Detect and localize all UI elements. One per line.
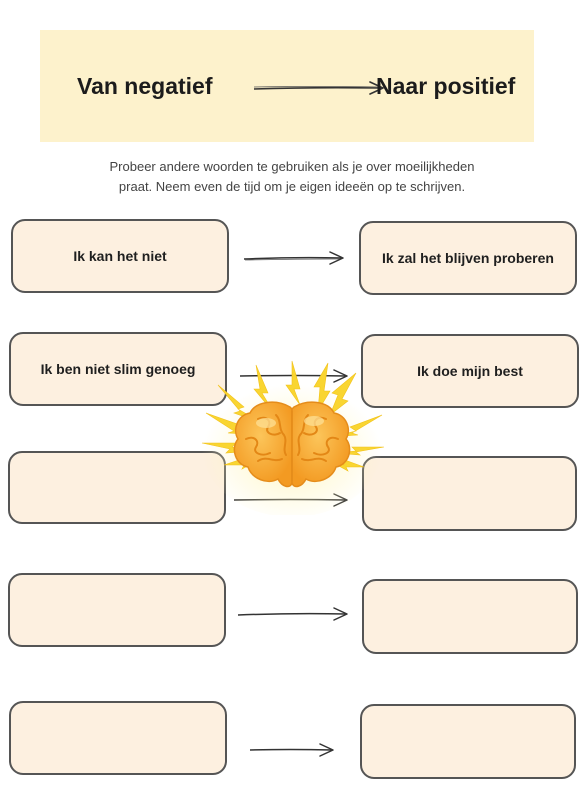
instructions-line-2: praat. Neem even de tijd om je eigen ideeën op te schrijven. — [118, 179, 466, 194]
positive-box-1: Ik zal het blijven proberen — [359, 221, 577, 295]
right-arrow-icon — [248, 742, 336, 758]
title-positive: Naar positief — [376, 73, 516, 99]
instructions-text — [62, 157, 522, 197]
negative-box-5[interactable] — [9, 701, 227, 775]
positive-box-5[interactable] — [360, 704, 576, 779]
negative-box-3[interactable] — [8, 451, 226, 524]
right-arrow-icon — [252, 80, 386, 96]
positive-box-4[interactable] — [362, 579, 578, 654]
title-banner — [40, 30, 534, 142]
negative-box-2: Ik ben niet slim genoeg — [9, 332, 227, 406]
right-arrow-icon — [236, 606, 350, 622]
positive-box-3[interactable] — [362, 456, 577, 531]
instructions-line-1: Probeer andere woorden te gebruiken als je over moeilijkheden — [109, 159, 475, 174]
title-negative: Van negatief — [77, 73, 213, 99]
negative-box-4[interactable] — [8, 573, 226, 647]
right-arrow-icon — [242, 250, 346, 266]
positive-box-2: Ik doe mijn best — [361, 334, 579, 408]
negative-box-1: Ik kan het niet — [11, 219, 229, 293]
brain-icon — [196, 355, 388, 515]
